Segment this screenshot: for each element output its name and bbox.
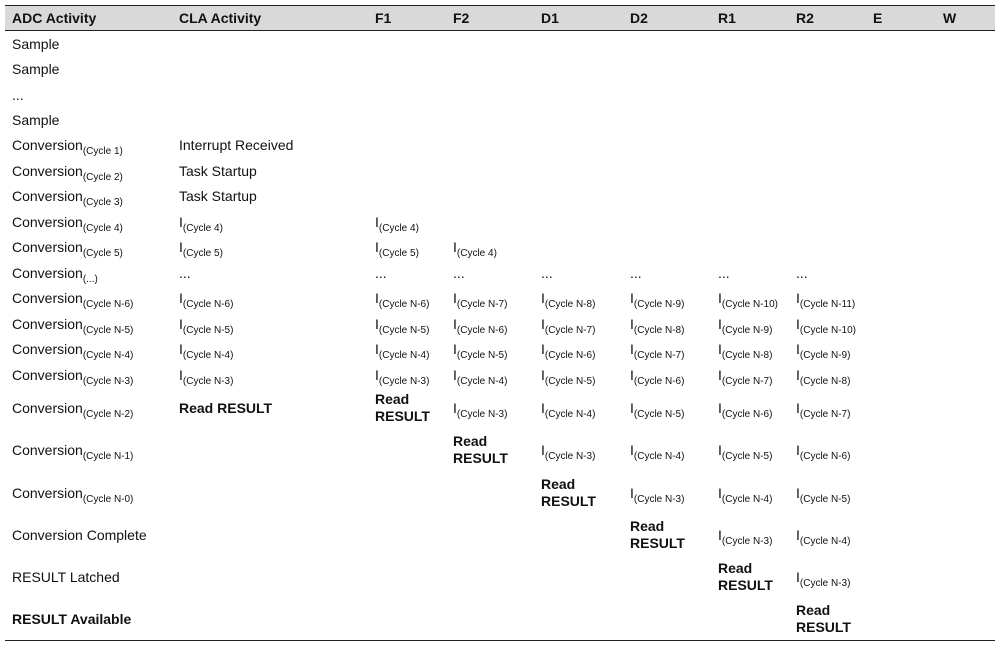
cell-text: I — [375, 367, 379, 383]
cell-subscript: (Cycle N-6) — [182, 299, 234, 310]
cell-line: Read — [718, 560, 753, 576]
cell-text: Conversion — [12, 265, 83, 281]
cell-subscript: (Cycle 4) — [456, 248, 497, 259]
cell-text: I — [796, 485, 800, 501]
cell-text: I — [718, 485, 722, 501]
cell-subscript: (Cycle N-5) — [633, 409, 685, 420]
cell-subscript: (Cycle N-4) — [799, 536, 851, 547]
cell-subscript: (Cycle N-5) — [456, 350, 508, 361]
cell-subscript: (Cycle N-4) — [456, 376, 508, 387]
cell-line: RESULT — [718, 577, 773, 593]
cell-subscript: (Cycle N-7) — [633, 350, 685, 361]
cell-f1 — [375, 316, 429, 335]
cell-text: ... — [541, 265, 553, 281]
cell-r2 — [796, 400, 850, 419]
cell-text: ... — [796, 265, 808, 281]
header-r2: R2 — [796, 10, 814, 26]
cell-subscript: (Cycle N-4) — [378, 350, 430, 361]
cell-d1 — [541, 400, 595, 419]
cell-subscript: (Cycle 5) — [182, 248, 223, 259]
cell-subscript: (Cycle N-6) — [378, 299, 430, 310]
cell-subscript: (Cycle N-5) — [182, 325, 234, 336]
cell-d1 — [541, 442, 595, 461]
cell-f1 — [375, 239, 419, 258]
cell-text: Task Startup — [179, 163, 257, 179]
cell-d2 — [630, 316, 684, 335]
cell-f2 — [453, 239, 497, 258]
cell-d2 — [630, 341, 684, 360]
cell-text: ... — [453, 265, 465, 281]
cell-subscript: (Cycle N-8) — [799, 376, 851, 387]
cell-line: RESULT — [453, 450, 508, 466]
cell-r1 — [718, 560, 773, 594]
cell-text: Sample — [12, 61, 60, 77]
header-w: W — [943, 10, 957, 26]
cell-r1 — [718, 341, 772, 360]
cell-adc — [12, 265, 98, 284]
cell-subscript: (Cycle 4) — [82, 223, 123, 234]
cell-subscript: (Cycle N-1) — [82, 451, 134, 462]
cell-d2 — [630, 518, 685, 552]
cell-line: Read — [541, 476, 576, 492]
cell-subscript: (Cycle 2) — [82, 172, 123, 183]
cell-text: I — [796, 367, 800, 383]
cell-adc — [12, 400, 133, 419]
cell-text: Conversion — [12, 239, 83, 255]
cell-subscript: (Cycle N-3) — [182, 376, 234, 387]
header-cla: CLA Activity — [179, 10, 262, 26]
cell-subscript: (Cycle 5) — [378, 248, 419, 259]
cell-text: I — [541, 400, 545, 416]
cell-text: I — [453, 367, 457, 383]
cell-subscript: (...) — [82, 274, 98, 285]
cell-r2 — [796, 316, 856, 335]
cell-d2 — [630, 485, 684, 504]
cell-r1 — [718, 316, 772, 335]
cell-r1 — [718, 400, 772, 419]
cell-cla — [179, 367, 233, 386]
cell-adc — [12, 485, 133, 504]
cell-line: RESULT — [541, 493, 596, 509]
cell-subscript: (Cycle N-3) — [82, 376, 134, 387]
cell-text: I — [630, 442, 634, 458]
cell-cla — [179, 239, 223, 258]
cell-f1 — [375, 214, 419, 233]
cell-text: I — [453, 290, 457, 306]
cell-f2 — [453, 341, 507, 360]
top-rule — [5, 5, 995, 6]
cell-text: Conversion — [12, 137, 83, 153]
cell-subscript: (Cycle 4) — [182, 223, 223, 234]
cell-d1 — [541, 341, 595, 360]
cell-text: I — [630, 341, 634, 357]
cell-text: ... — [718, 265, 730, 281]
cell-text: I — [718, 290, 722, 306]
cell-text: I — [718, 367, 722, 383]
cell-line: Read — [453, 433, 488, 449]
cell-subscript: (Cycle N-6) — [633, 376, 685, 387]
header-e: E — [873, 10, 883, 26]
header-d1: D1 — [541, 10, 559, 26]
cell-subscript: (Cycle 5) — [82, 248, 123, 259]
cell-text: I — [630, 316, 634, 332]
cell-adc — [12, 290, 133, 309]
cell-text: I — [718, 316, 722, 332]
cell-f2 — [453, 433, 508, 467]
cell-f2 — [453, 290, 507, 309]
cell-subscript: (Cycle N-4) — [182, 350, 234, 361]
cell-text: I — [453, 400, 457, 416]
cell-adc — [12, 341, 133, 360]
cell-text: I — [541, 316, 545, 332]
cell-text: Conversion — [12, 290, 83, 306]
cell-subscript: (Cycle N-8) — [633, 325, 685, 336]
cell-subscript: (Cycle 1) — [82, 146, 123, 157]
cell-d1 — [541, 476, 596, 510]
cell-cla — [179, 290, 233, 309]
cell-subscript: (Cycle N-5) — [378, 325, 430, 336]
cell-adc — [12, 316, 133, 335]
cell-subscript: (Cycle N-3) — [799, 578, 851, 589]
cell-r2 — [796, 442, 850, 461]
cell-text: ... — [375, 265, 387, 281]
cell-f1 — [375, 391, 430, 425]
cell-f2 — [453, 400, 507, 419]
cell-text: Conversion — [12, 442, 83, 458]
cell-subscript: (Cycle N-3) — [721, 536, 773, 547]
cell-text: ... — [12, 87, 24, 103]
header-d2: D2 — [630, 10, 648, 26]
cell-f1 — [375, 341, 429, 360]
cell-d2 — [630, 367, 684, 386]
cell-text: I — [453, 341, 457, 357]
cell-text: I — [179, 214, 183, 230]
cell-text: I — [796, 442, 800, 458]
cell-text: I — [718, 442, 722, 458]
cell-r1 — [718, 290, 778, 309]
cell-r1 — [718, 265, 730, 282]
cell-r2 — [796, 265, 808, 282]
cell-text: I — [796, 400, 800, 416]
cell-d2 — [630, 290, 684, 309]
cell-text: I — [541, 341, 545, 357]
cell-line: Read — [796, 602, 831, 618]
cell-f2 — [453, 367, 507, 386]
cell-subscript: (Cycle N-4) — [82, 350, 134, 361]
cell-text: I — [541, 442, 545, 458]
cell-text: Conversion — [12, 316, 83, 332]
cell-cla — [179, 137, 293, 154]
cell-f1 — [375, 265, 387, 282]
cell-text: Sample — [12, 112, 60, 128]
cell-cla — [179, 214, 223, 233]
cell-text: Conversion — [12, 400, 83, 416]
cell-text: Conversion — [12, 485, 83, 501]
cell-line: Read — [630, 518, 665, 534]
cell-subscript: (Cycle N-3) — [633, 494, 685, 505]
cell-text: Conversion — [12, 188, 83, 204]
cell-adc — [12, 367, 133, 386]
cell-text: Conversion — [12, 214, 83, 230]
cell-text: I — [718, 400, 722, 416]
cell-adc — [12, 214, 123, 233]
cell-adc — [12, 569, 120, 586]
cell-f2 — [453, 316, 507, 335]
cell-cla — [179, 265, 191, 282]
cell-line: RESULT — [375, 408, 430, 424]
cell-text: I — [796, 527, 800, 543]
cell-text: I — [796, 316, 800, 332]
cell-subscript: (Cycle N-7) — [721, 376, 773, 387]
cell-text: Conversion — [12, 163, 83, 179]
cell-text: I — [796, 290, 800, 306]
cell-text: I — [630, 290, 634, 306]
cell-r2 — [796, 485, 850, 504]
cell-r2 — [796, 367, 850, 386]
cell-subscript: (Cycle N-9) — [633, 299, 685, 310]
cell-text: I — [375, 239, 379, 255]
cell-subscript: (Cycle N-4) — [633, 451, 685, 462]
cell-subscript: (Cycle N-5) — [799, 494, 851, 505]
cell-adc — [12, 611, 131, 628]
cell-subscript: (Cycle N-4) — [544, 409, 596, 420]
cell-text: I — [179, 341, 183, 357]
cell-text: I — [796, 569, 800, 585]
cell-r1 — [718, 367, 772, 386]
cell-f1 — [375, 367, 429, 386]
table-header-band — [5, 6, 995, 30]
cell-r1 — [718, 485, 772, 504]
cell-d1 — [541, 316, 595, 335]
cell-subscript: (Cycle 3) — [82, 197, 123, 208]
cell-line: RESULT — [630, 535, 685, 551]
cell-r2 — [796, 527, 850, 546]
cell-adc — [12, 137, 123, 156]
cell-subscript: (Cycle N-4) — [721, 494, 773, 505]
cell-line: RESULT — [796, 619, 851, 635]
cell-text: Conversion — [12, 341, 83, 357]
cell-text: I — [718, 527, 722, 543]
header-adc: ADC Activity — [12, 10, 97, 26]
cell-d2 — [630, 442, 684, 461]
cell-subscript: (Cycle N-3) — [378, 376, 430, 387]
cell-subscript: (Cycle 4) — [378, 223, 419, 234]
cell-adc — [12, 239, 123, 258]
cell-subscript: (Cycle N-9) — [721, 325, 773, 336]
cell-text: ... — [179, 265, 191, 281]
cell-text: I — [630, 367, 634, 383]
cell-text: I — [375, 214, 379, 230]
cell-text: ... — [630, 265, 642, 281]
cell-cla — [179, 400, 272, 417]
cell-line: Read — [375, 391, 410, 407]
cell-text: I — [796, 341, 800, 357]
cell-subscript: (Cycle N-5) — [721, 451, 773, 462]
cell-adc — [12, 112, 59, 129]
cell-subscript: (Cycle N-5) — [82, 325, 134, 336]
cell-subscript: (Cycle N-8) — [544, 299, 596, 310]
cell-subscript: (Cycle N-3) — [456, 409, 508, 420]
cell-subscript: (Cycle N-0) — [82, 494, 134, 505]
cell-r1 — [718, 527, 772, 546]
cell-r2 — [796, 569, 850, 588]
cell-text: I — [375, 290, 379, 306]
cell-text: I — [541, 367, 545, 383]
cell-f2 — [453, 265, 465, 282]
cell-text: I — [630, 485, 634, 501]
cell-text: I — [718, 341, 722, 357]
cell-d2 — [630, 400, 684, 419]
cell-text: I — [179, 290, 183, 306]
cell-cla — [179, 188, 257, 205]
bottom-rule — [5, 640, 995, 641]
cell-cla — [179, 316, 233, 335]
header-r1: R1 — [718, 10, 736, 26]
cell-subscript: (Cycle N-8) — [721, 350, 773, 361]
cell-text: Read RESULT — [179, 400, 273, 416]
cell-subscript: (Cycle N-3) — [544, 451, 596, 462]
cell-d1 — [541, 290, 595, 309]
cell-subscript: (Cycle N-5) — [544, 376, 596, 387]
cell-subscript: (Cycle N-6) — [456, 325, 508, 336]
header-f2: F2 — [453, 10, 470, 26]
cell-adc — [12, 87, 24, 104]
cell-cla — [179, 163, 257, 180]
cell-text: I — [541, 290, 545, 306]
cell-text: I — [375, 341, 379, 357]
cell-adc — [12, 36, 59, 53]
cell-adc — [12, 163, 123, 182]
cell-r2 — [796, 341, 850, 360]
cell-subscript: (Cycle N-7) — [544, 325, 596, 336]
cell-text: I — [179, 367, 183, 383]
cell-subscript: (Cycle N-7) — [799, 409, 851, 420]
cell-text: Conversion — [12, 367, 83, 383]
cell-d1 — [541, 367, 595, 386]
cell-subscript: (Cycle N-6) — [721, 409, 773, 420]
cell-text: I — [375, 316, 379, 332]
cell-r2 — [796, 290, 855, 309]
cell-text: I — [179, 316, 183, 332]
cell-adc — [12, 61, 59, 78]
cell-adc — [12, 188, 123, 207]
cell-subscript: (Cycle N-10) — [721, 299, 779, 310]
cell-text: RESULT Available — [12, 611, 132, 627]
cell-subscript: (Cycle N-6) — [799, 451, 851, 462]
cell-r2 — [796, 602, 851, 636]
cell-text: I — [630, 400, 634, 416]
cell-subscript: (Cycle N-6) — [544, 350, 596, 361]
cell-subscript: (Cycle N-10) — [799, 325, 857, 336]
cell-cla — [179, 341, 233, 360]
cell-adc — [12, 527, 147, 544]
cell-text: Task Startup — [179, 188, 257, 204]
cell-subscript: (Cycle N-2) — [82, 409, 134, 420]
cell-subscript: (Cycle N-11) — [799, 299, 856, 310]
cell-d2 — [630, 265, 642, 282]
header-f1: F1 — [375, 10, 392, 26]
cell-text: I — [453, 316, 457, 332]
cell-adc — [12, 442, 133, 461]
cell-text: Conversion Complete — [12, 527, 147, 543]
cell-subscript: (Cycle N-9) — [799, 350, 851, 361]
cell-text: RESULT Latched — [12, 569, 120, 585]
header-rule — [5, 30, 995, 31]
cell-subscript: (Cycle N-6) — [82, 299, 134, 310]
cell-subscript: (Cycle N-7) — [456, 299, 508, 310]
cell-text: Sample — [12, 36, 60, 52]
cell-text: Interrupt Received — [179, 137, 294, 153]
cell-f1 — [375, 290, 429, 309]
cell-text: I — [179, 239, 183, 255]
cell-r1 — [718, 442, 772, 461]
cell-d1 — [541, 265, 553, 282]
cell-text: I — [453, 239, 457, 255]
